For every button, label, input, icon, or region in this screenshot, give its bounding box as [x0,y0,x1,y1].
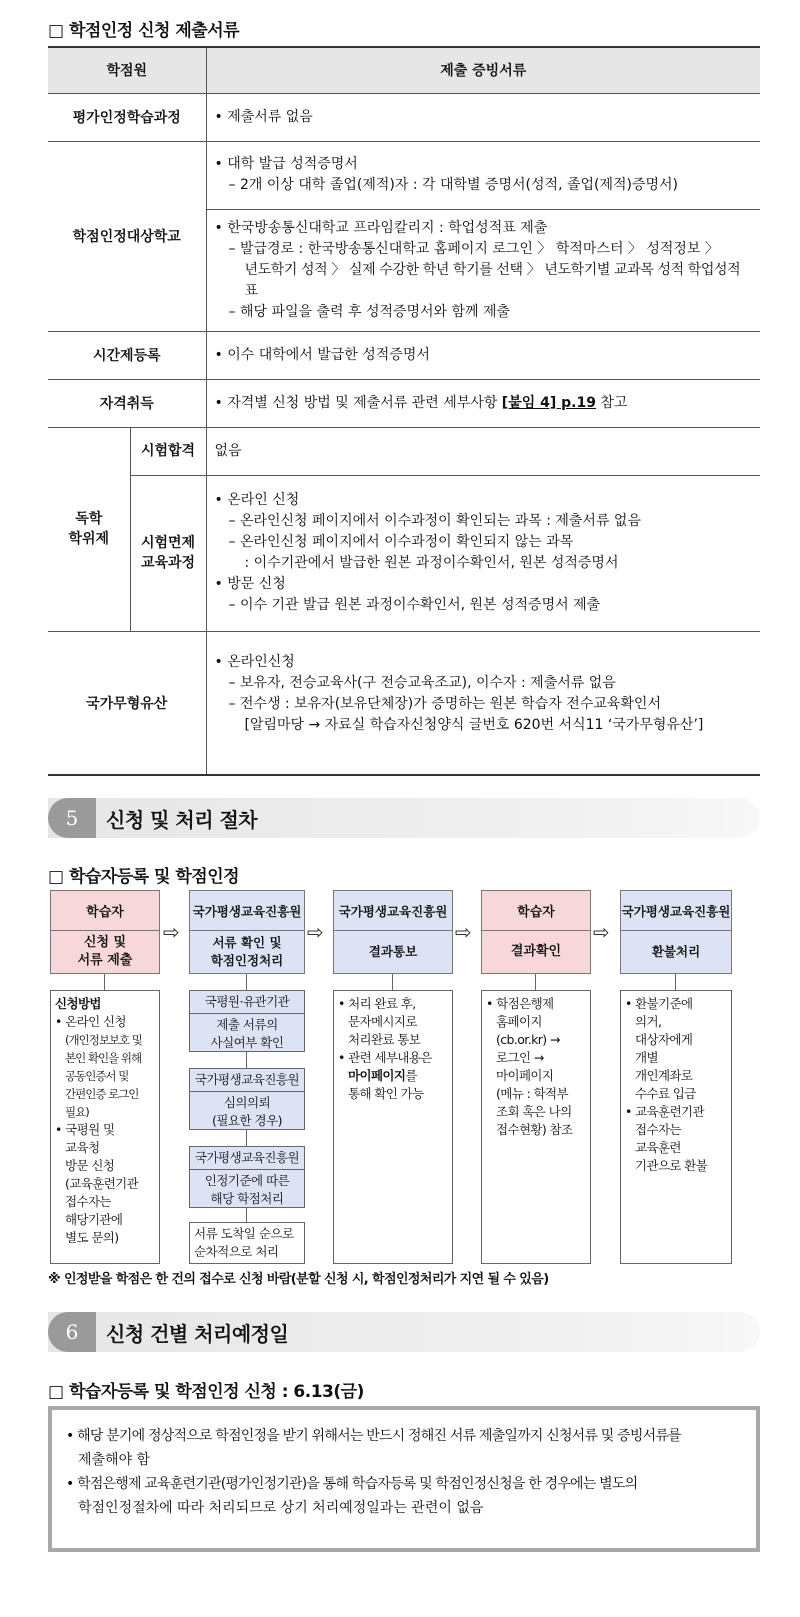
row-content-part-time: • 이수 대학에서 발급한 성적증명서 [206,331,760,379]
section-title-submit-docs: □ 학점인정 신청 제출서류 [48,21,240,41]
row-content-heritage: • 온라인신청 – 보유자, 전승교육사(구 전승교육조교), 이수자 : 제출서류 없음 – 전수생 : 보유자(보유단체장)가 증명하는 원본 학습자 전수교육확인서 [알림마당 → 자료실 학습자신청양식 글번호 620번 서식11 ‘국가무형유산’] [206,631,760,775]
connector [246,1130,247,1146]
flow-arrow-icon: ⇨ [163,920,180,944]
row-label-eval: 평가인정학습과정 [48,93,206,141]
row-content-exam-pass: 없음 [206,427,760,475]
connector [246,1208,247,1222]
detail-refund: • 환불기준에 의거, 대상자에게 개별 개인계좌로 수수료 입금 • 교육훈련기관 접수자는 교육훈련 기관으로 환불 [620,990,732,1264]
section-5-number: 5 [48,798,96,838]
flow-step-5: 국가평생교육진흥원 환불처리 [620,890,732,974]
connector [246,1052,247,1068]
detail-review-box: 국가평생교육진흥원 심의의뢰 (필요한 경우) [189,1068,305,1130]
row-label-exam-pass: 시험합격 [130,427,206,475]
section-6-band [48,1312,760,1352]
submission-docs-table [48,46,760,776]
appendix-link: [붙임 4] p.19 [501,394,596,411]
split-application-note: ※ 인정받을 학점은 한 건의 접수로 신청 바람(분할 신청 시, 학점인정처리가 지연 될 수 있음) [48,1272,549,1287]
section-6-title: 신청 건별 처리예정일 [106,1321,289,1346]
flow-step-2: 국가평생교육진흥원 서류 확인 및 학점인정처리 [189,890,305,974]
connector [675,974,676,990]
detail-order-box: 서류 도착일 순으로 순차적으로 처리 [189,1222,305,1264]
flow-arrow-icon: ⇨ [455,920,472,944]
flow-arrow-icon: ⇨ [593,920,610,944]
row-content-school-2: • 한국방송통신대학교 프라임칼리지 : 학업성적표 제출 – 발급경로 : 한국방송통신대학교 홈페이지 로그인 〉 학적마스터 〉 성적정보 〉 년도학기 성적 〉 실제 수강한 학년 학기를 선택 〉 년도학기별 교과목 성적 학업성적표 – 해당 파일을 출력 후 성적증명서와 함께 제출 [206,209,760,331]
row-label-heritage: 국가무형유산 [48,631,206,775]
detail-verify-box: 국평원·유관기관 제출 서류의 사실여부 확인 [189,990,305,1052]
row-content-exam-exempt: • 온라인 신청 – 온라인신청 페이지에서 이수과정이 확인되는 과목 : 제출서류 없음 – 온라인신청 페이지에서 이수과정이 확인되지 않는 과목 : 이수기관에서 발급한 원본 과정이수확인서, 원본 성적증명서 • 방문 신청 – 이수 기관 발급 원본 과정이수확인서, 원본 성적증명서 제출 [206,475,760,631]
row-content-eval: • 제출서류 없음 [206,93,760,141]
detail-apply-method: 신청방법 • 온라인 신청 (개인정보보호 및 본인 확인을 위해 공동인증서 및 간편인증 로그인 필요) • 국평원 및 교육청 방문 신청 (교육훈련기관 접수자는 해당기관에 별도 문의) [50,990,160,1264]
row-content-cert: • 자격별 신청 방법 및 제출서류 관련 세부사항 [붙임 4] p.19 참고 [206,379,760,427]
row-label-self-study: 독학 학위제 [48,427,130,631]
section-5-title: 신청 및 처리 절차 [106,807,258,832]
detail-check-result: • 학점은행제 홈페이지 (cb.or.kr) → 로그인 → 마이페이지 (메뉴 : 학적부 조회 혹은 나의 접수현황) 참조 [481,990,591,1264]
connector [246,974,247,990]
detail-process-box: 국가평생교육진흥원 인정기준에 따른 해당 학점처리 [189,1146,305,1208]
header-credit-source: 학점원 [48,47,206,93]
flow-arrow-icon: ⇨ [307,920,324,944]
section-6-subtitle: □ 학습자등록 및 학점인정 신청 : 6.13(금) [48,1382,364,1402]
connector [535,974,536,990]
row-label-exam-exempt: 시험면제 교육과정 [130,475,206,631]
detail-notify: • 처리 완료 후, 문자메시지로 처리완료 통보 • 관련 세부내용은 마이페이지를 통해 확인 가능 [333,990,453,1264]
flow-step-1: 학습자 신청 및 서류 제출 [50,890,160,974]
row-label-cert: 자격취득 [48,379,206,427]
section-6-number: 6 [48,1312,96,1352]
connector [104,974,105,990]
flow-step-3: 국가평생교육진흥원 결과통보 [333,890,453,974]
row-content-school-1: • 대학 발급 성적증명서 – 2개 이상 대학 졸업(제적)자 : 각 대학별 증명서(성적, 졸업(제적)증명서) [206,141,760,209]
flow-step-4: 학습자 결과확인 [481,890,591,974]
schedule-notes-box: • 해당 분기에 정상적으로 학점인정을 받기 위해서는 반드시 정해진 서류 제출일까지 신청서류 및 증빙서류를 제출해야 함 • 학점은행제 교육훈련기관(평가인정기관)을 통해 학습자등록 및 학점인정신청을 한 경우에는 별도의 학점인정절차에 따라 처리되므로 상기 처리예정일과는 관련이 없음 [48,1406,760,1552]
section-5-subtitle: □ 학습자등록 및 학점인정 [48,867,240,887]
connector [392,974,393,990]
row-label-part-time: 시간제등록 [48,331,206,379]
section-5-band [48,798,760,838]
header-proof-docs: 제출 증빙서류 [206,47,760,93]
row-label-school: 학점인정대상학교 [48,141,206,331]
